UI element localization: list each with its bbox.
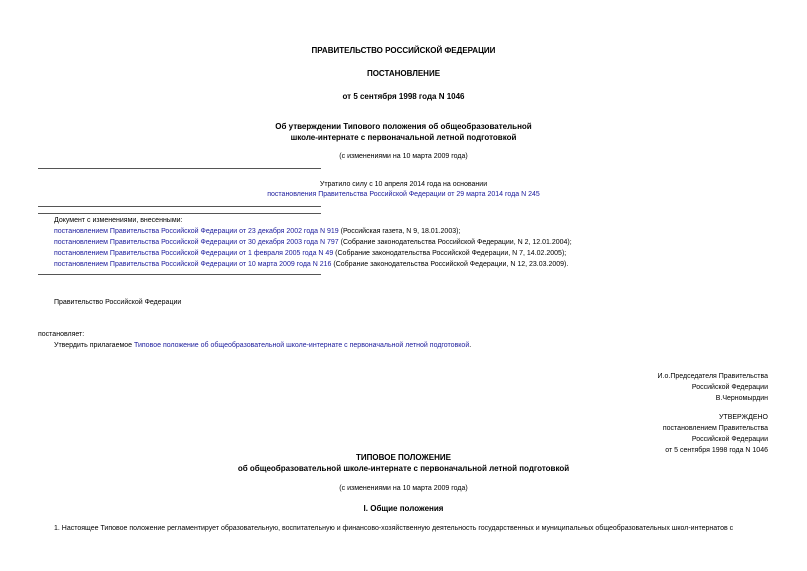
section-title: I. Общие положения [363, 504, 444, 513]
government-text: Правительство Российской Федерации [54, 299, 182, 306]
divider [38, 206, 321, 207]
approved-country: Российской Федерации [691, 436, 768, 443]
approved-date: от 5 сентября 1998 года N 1046 [665, 447, 768, 454]
amendment-link[interactable]: постановлением Правительства Российской Федерации от 30 декабря 2003 года N 797 [54, 239, 339, 246]
amendment-item [54, 259, 568, 270]
regulation-subtitle: об общеобразовательной школе-интернате с первоначальной летной подготовкой [237, 464, 570, 473]
regulation-changes-note: (с изменениями на 10 марта 2009 года) [339, 485, 468, 492]
signature-position: И.о.Председателя Правительства [657, 373, 768, 380]
invalid-basis-link[interactable]: постановления Правительства Российской Федерации от 29 марта 2014 года N 245 [267, 191, 540, 198]
divider [38, 168, 321, 169]
decides-text: постановляет: [38, 331, 85, 338]
signature-country: Российской Федерации [691, 384, 768, 391]
invalid-notice: Утратило силу с 10 апреля 2014 года на основании [319, 181, 488, 188]
title-line-1: Об утверждении Типового положения об общеобразовательной [275, 122, 532, 131]
regulation-link[interactable]: Типовое положение об общеобразовательной школе-интернате с первоначальной летной подготовкой [134, 342, 470, 349]
changes-note: (с изменениями на 10 марта 2009 года) [339, 153, 468, 160]
doc-type-heading: ПОСТАНОВЛЕНИЕ [366, 69, 441, 78]
amendment-item [54, 248, 566, 259]
amendment-source: (Собрание законодательства Российской Федерации, N 7, 14.02.2005); [333, 250, 567, 257]
amendment-link[interactable]: постановлением Правительства Российской Федерации от 10 марта 2009 года N 216 [54, 261, 332, 268]
approve-prefix: Утвердить прилагаемое [54, 342, 135, 349]
approve-suffix: . [469, 342, 472, 349]
amendments-intro: Документ с изменениями, внесенными: [54, 217, 183, 224]
amendment-link[interactable]: постановлением Правительства Российской Федерации от 23 декабря 2002 года N 919 [54, 228, 339, 235]
amendment-item [54, 226, 460, 237]
title-line-2: школе-интернате с первоначальной летной подготовкой [290, 133, 517, 142]
approved-label: УТВЕРЖДЕНО [718, 414, 768, 421]
org-heading: ПРАВИТЕЛЬСТВО РОССИЙСКОЙ ФЕДЕРАЦИИ [311, 46, 496, 55]
amendment-source: (Собрание законодательства Российской Федерации, N 12, 23.03.2009). [331, 261, 569, 268]
resolution-date: от 5 сентября 1998 года N 1046 [342, 92, 465, 101]
paragraph-1: 1. Настоящее Типовое положение регламентирует образовательную, воспитательную и финансово-хозяйственную деятельность государственных и муниципальных общеобразовательных школ-интернатов с [54, 525, 734, 532]
approved-by: постановлением Правительства [662, 425, 768, 432]
divider [38, 213, 321, 214]
amendment-item [54, 237, 572, 248]
amendment-source: (Собрание законодательства Российской Федерации, N 2, 12.01.2004); [338, 239, 572, 246]
approve-paragraph [54, 340, 471, 351]
amendment-source: (Российская газета, N 9, 18.01.2003); [338, 228, 461, 235]
signature-name: В.Черномырдин [715, 395, 768, 402]
divider [38, 274, 321, 275]
amendment-link[interactable]: постановлением Правительства Российской Федерации от 1 февраля 2005 года N 49 [54, 250, 334, 257]
regulation-title: ТИПОВОЕ ПОЛОЖЕНИЕ [356, 453, 451, 462]
